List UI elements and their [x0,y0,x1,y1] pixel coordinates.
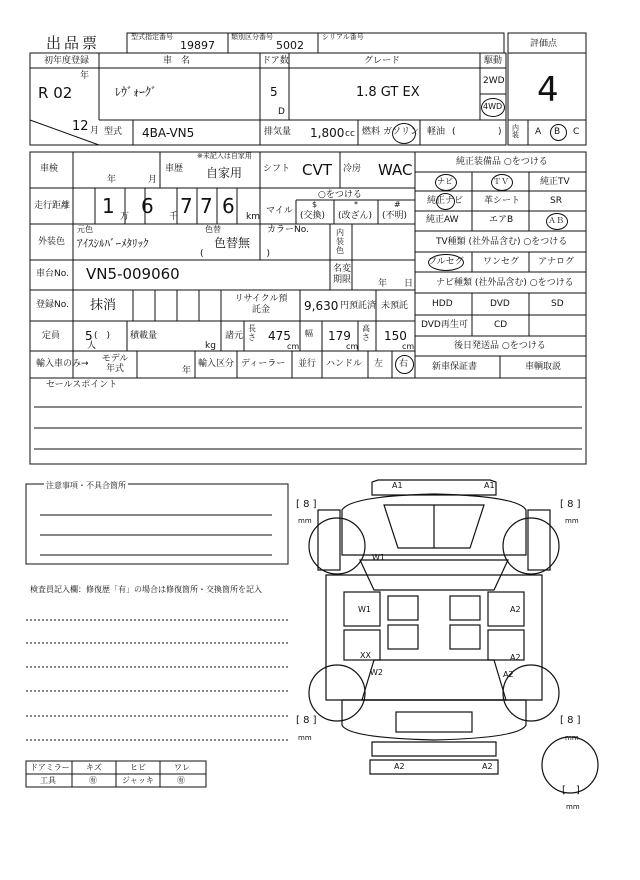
mileage-opt2-sym: * [354,200,358,209]
capacity-unit: 人 [87,341,97,351]
handle-label: ハンドル [326,359,363,369]
paren-open: ( [452,127,456,137]
drive-4wd: 4WD [483,102,503,111]
legend-jack-yes: ㊒ [177,776,185,785]
tire-fl-unit: mm [298,517,312,525]
mileage-label: 走行距離 [34,201,71,211]
later-warranty: 新車保証書 [432,362,478,372]
tire-rr-value: [ 8 ] [560,715,581,726]
handle-right: 右 [399,359,409,369]
diag-a1-right: A1 [484,481,495,490]
diag-a1-left: A1 [392,481,403,490]
equip-tv: ＴＶ [493,177,509,186]
inspection-month-unit: 月 [148,175,158,185]
tire-rl-unit: mm [298,734,312,742]
registration-label: 登録No. [36,300,69,310]
registration-value: 抹消 [90,298,117,313]
month-unit: 月 [90,126,100,136]
mileage-digit-1: 1 [102,194,115,218]
chassis-value: VN5-009060 [86,265,180,283]
history-note: ※未記入は自家用 [197,152,252,160]
equip-ab: ＡＢ [548,216,564,225]
color-no-label: カラーNo. [267,225,309,235]
interior-c: C [573,127,580,137]
original-color-label: 元色 [77,225,93,234]
length-label: 長さ [248,324,256,342]
diag-a2-rear: A2 [503,670,514,679]
import-division-label: 輸入区分 [198,359,235,369]
handle-left: 左 [374,359,384,369]
mileage-digit-4: 7 [200,194,213,218]
mileage-mile: マイル [266,206,293,216]
recycle-unit: 円預託済 [340,301,377,311]
width-label: 幅 [305,329,313,338]
later-manual: 車輌取説 [525,362,562,372]
load-label: 積載量 [130,331,158,341]
drive-2wd: 2WD [483,76,505,86]
shift-value: CVT [302,161,332,179]
tire-rr-unit: mm [565,734,579,742]
length-value: 475 [268,329,291,343]
diag-a2-bottom-right: A2 [482,762,493,771]
tire-spare-bracket: [ ] [562,785,580,796]
door-type: D [278,107,285,117]
diag-a2-bottom-left: A2 [394,762,405,771]
legend-crack: ヒビ [130,763,146,772]
displacement-unit: cc [345,129,355,139]
tv-title: TV種類 (社外品含む) ○をつける [436,237,568,247]
mileage-sen: 千 [169,212,179,222]
diag-xx: XX [360,651,371,660]
tv-fullseg: フルセグ [428,257,464,267]
model-year-label: モデル年式 [101,354,129,374]
light-oil: 軽油 [427,127,446,137]
later-title: 後日発送品 ○をつける [454,341,546,351]
interior-color-label: 内装色 [336,228,344,255]
displacement-value: 1,800 [310,126,345,140]
height-value: 150 [384,329,407,343]
width-value: 179 [328,329,351,343]
diag-a2-mid: A2 [510,605,521,614]
history-value: 自家用 [206,166,243,180]
legend-break: ワレ [174,763,190,772]
diag-a2-lower: A2 [510,653,521,662]
chassis-label: 車台No. [36,269,69,279]
diag-w1-mid: W1 [358,605,371,614]
capacity-value: 5 [85,329,93,343]
recycle-label: リサイクル預託金 [234,294,288,315]
equip-airbag: エアB [489,215,514,225]
drive-label: 駆動 [484,56,503,66]
sales-point-label: セールスポイント [46,380,118,390]
inspection-label: 車検 [40,164,59,174]
serial-label: シリアル番号 [322,33,364,41]
legend-tools: 工具 [40,776,56,785]
model-spec-no: 19897 [180,39,215,52]
tire-fr-unit: mm [565,517,579,525]
first-reg-label: 初年度登録 [44,56,90,66]
paren-close: ) [498,127,502,137]
mileage-man: 万 [120,212,130,222]
tire-fl-value: [ 8 ] [296,499,317,510]
recycle-unpaid: 未預託 [381,301,409,311]
score-label: 評価点 [530,39,558,49]
import-dealer: ディーラー [241,359,286,369]
year-unit: 年 [80,71,90,81]
interior-a: A [535,127,542,137]
first-reg-month: 12 [72,119,89,134]
category-label: 類別区分番号 [231,33,273,41]
fuel-label: 燃料 [362,127,381,137]
mileage-check-label: ○をつける [318,190,362,200]
ac-value: WAC [378,161,413,179]
car-name: ﾚｳﾞｫｰｸﾞ [115,85,158,99]
import-label: 輸入車のみ→ [36,359,89,369]
color-label: 外装色 [38,237,66,247]
car-damage-diagram [309,480,598,793]
notes-title: 注意事項・不具合箇所 [46,481,126,490]
car-name-label: 車 名 [163,56,191,66]
tv-analog: アナログ [538,257,575,267]
fuel-value: ガソリン [383,127,420,137]
history-label: 車歴 [165,164,184,174]
equip-genuine-tv: 純正TV [540,177,570,187]
diag-w2: W2 [370,668,383,677]
model-value: 4BA-VN5 [142,126,195,140]
legend-tools-yes: ㊒ [89,776,97,785]
equip-genuine-aw: 純正AW [426,215,459,225]
diag-w1-upper: W1 [372,553,385,562]
equipment-title: 純正装備品 ○をつける [456,157,548,167]
mileage-opt3-sym: # [394,200,401,209]
mileage-opt1-sym: $ [312,200,318,209]
grade-value: 1.8 GT EX [356,85,420,100]
navi-hdd: HDD [432,299,453,309]
height-label: 高さ [362,324,370,342]
mileage-digit-2: 6 [141,194,154,218]
model-year-unit: 年 [182,366,192,376]
displacement-label: 排気量 [264,127,292,137]
name-change-day: 日 [404,279,414,289]
equip-navi: ナビ [437,177,453,186]
tire-fr-value: [ 8 ] [560,499,581,510]
tire-spare-unit: mm [566,803,580,811]
inspector-note: 検査員記入欄：修復歴「有」の場合は修復箇所・交換箇所を記入 [30,585,262,594]
width-unit: cm [346,342,359,351]
legend-mirror: ドアミラー [30,763,70,772]
mileage-digit-3: 7 [180,194,193,218]
mileage-km: km [246,212,260,222]
mileage-digit-5: 6 [222,194,235,218]
tv-oneseg: ワンセグ [483,257,520,267]
interior-b: B [554,127,561,137]
mileage-opt2: (改ざん) [338,211,373,221]
door-count: 5 [270,85,278,99]
legend-scratch: キズ [86,763,102,772]
interior-label: 内装 [512,124,519,139]
original-color: ｱｲｽｼﾙﾊﾞｰﾒﾀﾘｯｸ [77,237,149,250]
equip-genuine-navi: 純正ナビ [427,196,464,206]
grade-label: グレード [364,56,401,66]
score-value: 4 [537,70,559,110]
recycle-amount: 9,630 [304,299,339,313]
model-label: 型式 [104,127,123,137]
navi-cd: CD [494,320,508,330]
navi-title: ナビ種類 (社外品含む) ○をつける [436,278,574,288]
navi-sd: SD [551,299,564,309]
legend-jack: ジャッキ [122,776,154,785]
repaint-value: 色替無 [214,236,251,250]
equip-leather-seat: 革シート [484,196,521,206]
name-change-label: 名変期限 [333,264,352,285]
load-unit: kg [205,341,216,351]
import-parallel: 並行 [298,359,317,369]
equip-sunroof: SR [550,196,562,206]
first-reg-year: R 02 [38,84,73,102]
repaint-label: 色替 [205,225,221,234]
dims-label: 諸元 [225,331,244,341]
door-label: ドア数 [262,56,289,66]
navi-dvd-play: DVD再生可 [421,320,468,330]
shift-label: シフト [263,164,291,174]
capacity-paren: ( ) [94,331,111,341]
repaint-paren: ( ) [200,249,271,259]
category-no: 5002 [276,39,304,52]
navi-dvd: DVD [490,299,510,309]
name-change-year: 年 [378,279,388,289]
height-unit: cm [402,342,415,351]
inspection-year-unit: 年 [107,175,117,185]
mileage-opt1: (交換) [300,211,326,221]
ac-label: 冷房 [343,164,362,174]
length-unit: cm [287,342,300,351]
form-title: 出品票 [46,34,101,52]
mileage-opt3: (不明) [382,211,408,221]
tire-rl-value: [ 8 ] [296,715,317,726]
model-spec-label: 型式指定番号 [131,33,173,41]
capacity-label: 定員 [42,331,61,341]
